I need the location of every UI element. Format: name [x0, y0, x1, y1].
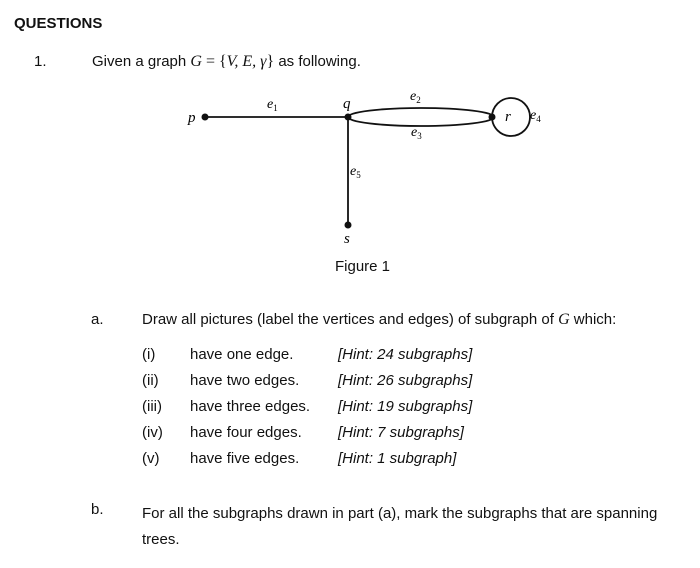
- vertex-label-q: q: [343, 96, 351, 112]
- vertex-label-p: p: [188, 110, 196, 126]
- part-b-instruction: For all the subgraphs drawn in part (a), mark the subgraphs that are spanning trees.: [142, 505, 658, 548]
- edge-label-e4-sub: 4: [536, 114, 541, 124]
- item-hint: [Hint: 1 subgraph]: [338, 450, 457, 467]
- edge-label-e5: [350, 164, 361, 180]
- edge-label-e5-sub: 5: [356, 170, 361, 180]
- vertex-q: [345, 114, 352, 121]
- loop-e4: [492, 98, 530, 136]
- item-description: have three edges.: [190, 398, 311, 415]
- edge-label-e2-base: e: [410, 89, 417, 104]
- vertex-p: [202, 114, 209, 121]
- part-a-instruction: [142, 311, 616, 329]
- edge-label-e4-base: e: [530, 108, 537, 123]
- part-a-letter: a.: [91, 311, 104, 328]
- edge-label-e1-base: e: [267, 97, 274, 112]
- question-number: 1.: [34, 53, 47, 70]
- formula-set: V, E, γ: [226, 53, 267, 70]
- edge-label-e5-base: e: [350, 164, 357, 179]
- item-roman: (iv): [142, 424, 163, 441]
- item-description: have one edge.: [190, 346, 294, 363]
- formula-equals: = {: [201, 53, 227, 70]
- question-text-after: as following.: [274, 53, 361, 70]
- item-hint: [Hint: 19 subgraphs]: [338, 398, 473, 415]
- figure-caption: Figure 1: [335, 258, 391, 275]
- item-roman: (v): [142, 450, 160, 467]
- item-roman: (iii): [142, 398, 162, 415]
- vertex-label-s: s: [344, 231, 350, 247]
- item-description: have two edges.: [190, 372, 300, 389]
- edge-label-e2: [410, 89, 421, 105]
- part-a-text-after: which:: [569, 311, 617, 328]
- edge-label-e3-base: e: [411, 125, 418, 140]
- item-description: have five edges.: [190, 450, 300, 467]
- part-b-letter: b.: [91, 501, 104, 518]
- vertex-r: [489, 114, 496, 121]
- part-a-text-before: Draw all pictures (label the vertices and edges) of subgraph of: [142, 311, 559, 328]
- part-a-graph-name: G: [558, 311, 570, 328]
- edge-label-e3: [411, 125, 422, 141]
- section-heading: QUESTIONS: [14, 15, 103, 32]
- edge-label-e3-sub: 3: [417, 131, 422, 141]
- item-roman: (ii): [142, 372, 159, 389]
- formula-close: }: [266, 53, 275, 70]
- formula-graph-name: G: [190, 53, 202, 70]
- vertex-label-r: r: [505, 109, 511, 125]
- item-description: have four edges.: [190, 424, 302, 441]
- item-roman: (i): [142, 346, 156, 363]
- vertex-s: [345, 222, 352, 229]
- question-text-before: Given a graph: [92, 53, 191, 70]
- edge-label-e4: [530, 108, 541, 124]
- edge-label-e2-sub: 2: [416, 95, 421, 105]
- item-hint: [Hint: 26 subgraphs]: [338, 372, 473, 389]
- edge-label-e1-sub: 1: [273, 103, 278, 113]
- item-hint: [Hint: 7 subgraphs]: [338, 424, 464, 441]
- edge-label-e1: [267, 97, 278, 113]
- edges-e2-e3: [348, 108, 494, 126]
- item-hint: [Hint: 24 subgraphs]: [338, 346, 473, 363]
